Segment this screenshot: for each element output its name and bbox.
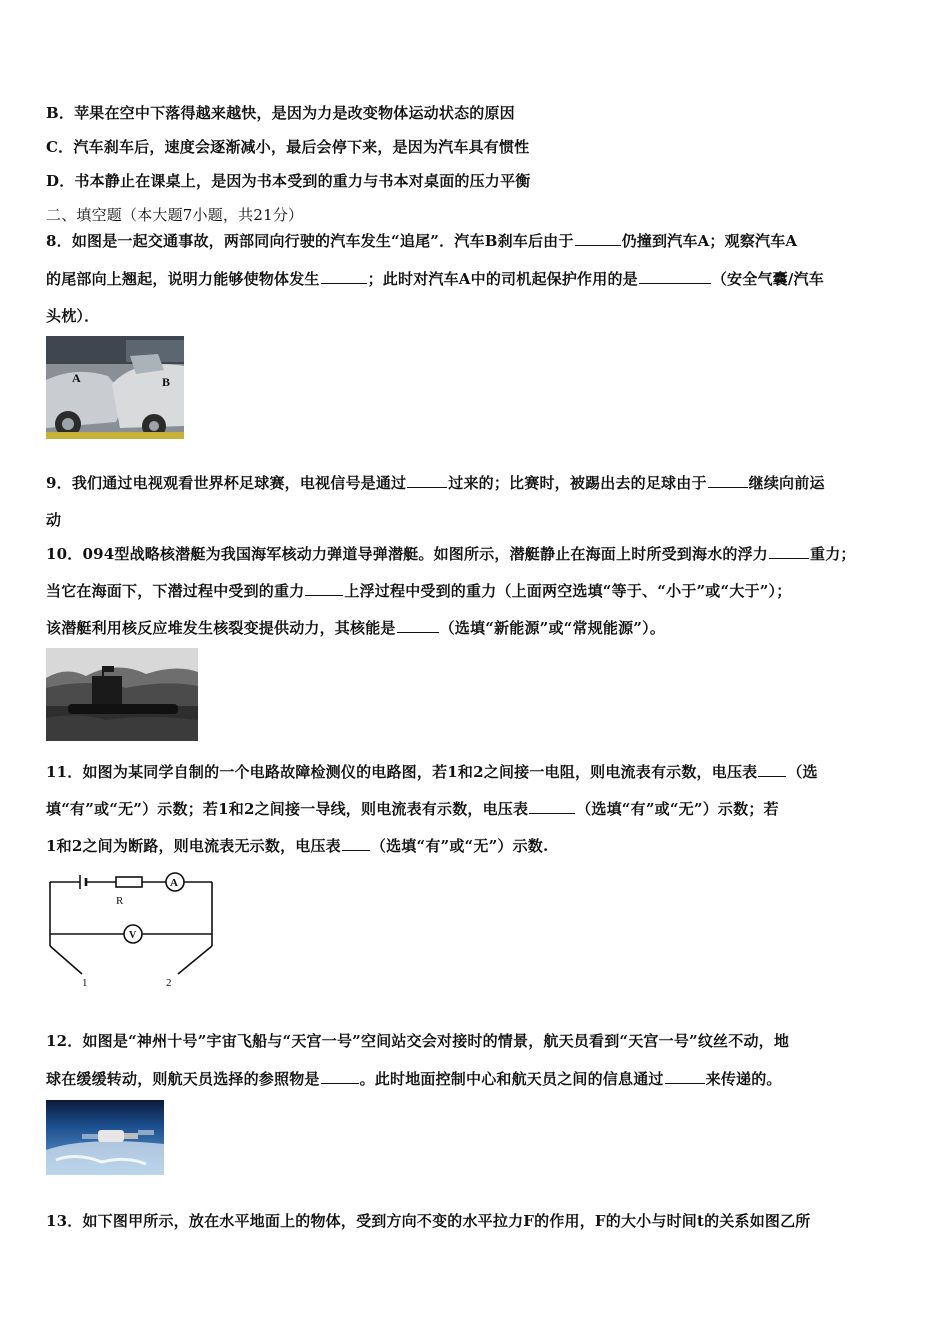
- q9-blank-1: [407, 473, 447, 488]
- q9-line-1: 9．我们通过电视观看世界杯足球赛，电视信号是通过 过来的；比赛时，被踢出去的足球由于 继续向前运: [46, 474, 825, 492]
- q10-blank-3: [397, 618, 439, 633]
- ammeter-label: A: [170, 877, 178, 889]
- resistor-r: [116, 877, 142, 887]
- q13-line-1: 13．如下图甲所示，放在水平地面上的物体，受到方向不变的水平拉力F的作用，F的大小与时间t的关系如图乙所: [46, 1212, 811, 1230]
- q11-blank-1: [758, 762, 786, 777]
- label-b: B: [162, 375, 171, 389]
- q8-line-2: 的尾部向上翘起，说明力能够使物体发生 ；此时对汽车A中的司机起保护作用的是 （安全气囊/汽车: [46, 270, 824, 288]
- q11-blank-2: [529, 799, 575, 814]
- voltmeter-label: V: [129, 930, 137, 941]
- section-title: 二、填空题（本大题7小题，共21分）: [46, 206, 304, 224]
- label-a: A: [72, 371, 81, 385]
- q8-line-1: 8．如图是一起交通事故，两部同向行驶的汽车发生“追尾”．汽车B刹车后由于 仍撞到汽车A；观察汽车A: [46, 232, 798, 250]
- q8-blank-2: [321, 269, 367, 284]
- terminal-2-label: 2: [166, 977, 172, 989]
- spacecraft-docking-photo: [46, 1100, 164, 1175]
- q12-line-2: 球在缓缓转动，则航天员选择的参照物是 。此时地面控制中心和航天员之间的信息通过 来传递的。: [46, 1070, 782, 1088]
- q8-blank-3: [639, 269, 711, 284]
- submarine-photo: [46, 648, 198, 741]
- q9-blank-2: [708, 473, 748, 488]
- q11-line-2: 填“有”或“无”）示数；若1和2之间接一导线，则电流表有示数，电压表 （选填“有”或“无”）示数；若: [46, 800, 779, 818]
- q8-line-3: 头枕）．: [46, 307, 100, 325]
- q8-blank-1: [575, 231, 621, 246]
- q10-blank-2: [305, 581, 343, 596]
- terminal-1-label: 1: [82, 977, 88, 989]
- q12-blank-1: [321, 1069, 359, 1084]
- q10-blank-1: [769, 544, 809, 559]
- q10-line-3: 该潜艇利用核反应堆发生核裂变提供动力，其核能是 （选填“新能源”或“常规能源”）。: [46, 619, 666, 637]
- q12-line-1: 12．如图是“神州十号”宇宙飞船与“天宫一号”空间站交会对接时的情景，航天员看到“天宫一号”纹丝不动，地: [46, 1032, 790, 1050]
- option-b: B．苹果在空中下落得越来越快，是因为力是改变物体运动状态的原因: [46, 104, 515, 122]
- q11-blank-3: [342, 836, 370, 851]
- q12-blank-2: [665, 1069, 705, 1084]
- resistor-label: R: [116, 895, 124, 907]
- q10-line-1: 10．094型战略核潜艇为我国海军核动力弹道导弹潜艇。如图所示，潜艇静止在海面上时所受到海水的浮力 重力；: [46, 545, 856, 563]
- q11-line-1: 11．如图为某同学自制的一个电路故障检测仪的电路图，若1和2之间接一电阻，则电流表有示数，电压表 （选: [46, 763, 818, 781]
- option-d: D．书本静止在课桌上，是因为书本受到的重力与书本对桌面的压力平衡: [46, 172, 531, 190]
- q9-line-2: 动: [46, 511, 62, 529]
- circuit-diagram: [46, 868, 218, 994]
- car-crash-photo: [46, 336, 184, 439]
- q11-line-3: 1和2之间为断路，则电流表无示数，电压表 （选填“有”或“无”）示数.: [46, 837, 549, 855]
- option-c: C．汽车刹车后，速度会逐渐减小，最后会停下来，是因为汽车具有惯性: [46, 138, 530, 156]
- q10-line-2: 当它在海面下，下潜过程中受到的重力 上浮过程中受到的重力（上面两空选填“等于、“小于”或“大于”）；: [46, 582, 792, 600]
